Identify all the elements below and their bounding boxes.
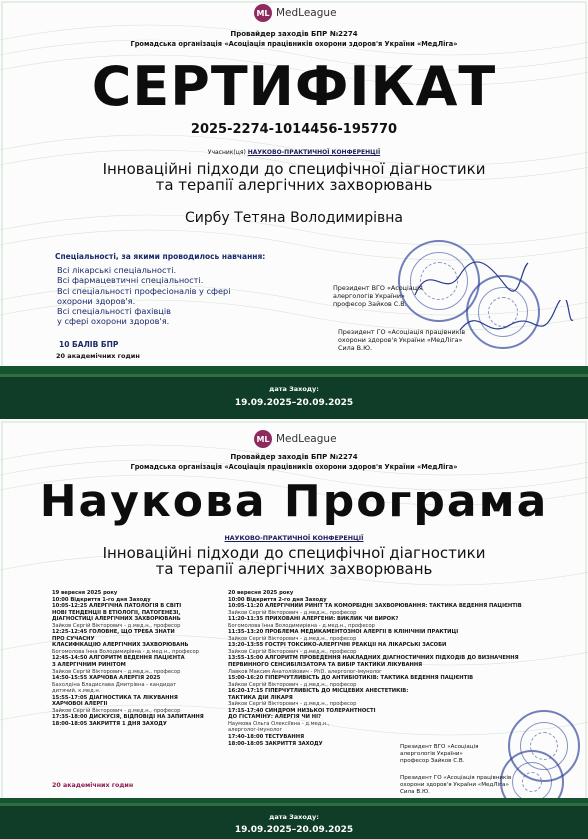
certificate-title: СЕРТИФІКАТ (91, 55, 497, 118)
signatory-organization: алергологів України» (400, 751, 463, 757)
medleague-logo-icon: ML (254, 4, 272, 22)
session-line: 17:40-18:00 ТЕСТУВАННЯ (228, 734, 305, 741)
certificate-page (0, 0, 588, 419)
participant-line (0, 149, 588, 156)
session-line: 10:00 Відкриття 1-го дня Заходу (52, 596, 151, 603)
specialty-item: Всі спеціальності фахівців (57, 306, 171, 317)
session-line: ПЕРВИННОГО СЕНСИБІЛІЗАТОРА ТА ВИБІР ТАКТИКИ ЛІКУВАННЯ (228, 662, 423, 669)
logo-text: MedLeague (276, 7, 337, 19)
footer-band (0, 803, 588, 839)
speaker-line: Зайков Сергій Вікторович - д.мед.н., професор (228, 609, 357, 616)
signatory-title: Президент ВГО «Асоціація (400, 744, 479, 750)
medleague-logo-icon: ML (254, 430, 272, 448)
specialty-item: Всі лікарські спеціальності. (57, 265, 177, 275)
session-line: 17:15-17:40 СИНДРОМ НИЗЬКОЇ ТОЛЕРАНТНОСТІ (228, 707, 376, 714)
conference-title-line-2: та терапії алергічних захворювань (155, 560, 433, 578)
event-date-label: дата Заходу: (269, 813, 319, 821)
speaker-line: Зайков Сергій Вікторович - д.мед.н., професор (52, 668, 181, 675)
specialty-item: Всі фармацевтичні спеціальності. (57, 275, 204, 286)
session-line: ТАКТИКА ДІЙ ЛІКАРЯ (228, 694, 293, 701)
logo-text: MedLeague (276, 433, 337, 445)
specialty-item: Всі спеціальності професіоналів у сфері (57, 285, 231, 296)
conference-title-line-1: Інноваційні підходи до специфічної діагностики (102, 544, 486, 562)
session-line: 13:20-13:55 ГОСТРІ ТОКСИКО-АЛЕРГІЧНІ РЕАКЦІЇ НА ЛІКАРСЬКІ ЗАСОБИ (228, 642, 447, 649)
session-line: ДІАГНОСТИЦІ АЛЕРГІЧНИХ ЗАХВОРЮВАНЬ (52, 616, 181, 623)
medleague-logo (254, 3, 337, 23)
specialty-item: у сфері охорони здоров'я. (57, 316, 170, 327)
program-day-2 (228, 590, 533, 747)
session-line: 10:00 Відкриття 2-го дня Заходу (228, 596, 327, 603)
program-day-1 (52, 590, 222, 727)
speaker-line: Зайков Сергій Вікторович - д.мед.н., професор (228, 635, 357, 642)
session-line: 13:55-15:00 АЛГОРИТМ ПРОВЕДЕННЯ НАКЛАДНИХ ДІАГНОСТИЧНИХ ПІДХОДІВ ДО ВИЗНАЧЕННЯ (228, 655, 519, 662)
event-date: 19.09.2025–20.09.2025 (234, 825, 354, 835)
signatory-title: Президент ВГО «Асоціація (333, 284, 423, 292)
conference-title-line-1: Інноваційні підходи до специфічної діагностики (102, 160, 486, 178)
speaker-line: Лавков Максим Анатолійович - PhD, алерголог-імунолог (228, 668, 382, 675)
provider-line: Провайдер заходів БПР №2274 (230, 453, 358, 461)
organization-line: Громадська організація «Асоціація працівників охорони здоров'я України «МедЛіга» (130, 463, 458, 471)
signature-block-president-allergologists (400, 744, 510, 765)
footer-band (0, 374, 588, 419)
speaker-line: Зайков Сергій Вікторович - д.мед.н., професор (52, 707, 181, 714)
signatory-name: професор Зайков С.В. (400, 758, 465, 764)
conference-title-line-2: та терапії алергічних захворювань (155, 176, 433, 194)
session-line: НОВІ ТЕНДЕНЦІЇ В ЕТІОЛОГІЇ, ПАТОГЕНЕЗІ, (52, 609, 181, 616)
session-line: 14:50-15:55 ХАРЧОВА АЛЕРГІЯ 2025 (52, 675, 161, 682)
speaker-line: Богомолова Інна Володимирівна - д.мед.н., професор (228, 622, 375, 629)
signatory-organization: охорони здоров'я України «МедЛіга» (400, 782, 509, 788)
speaker-line: Зайков Сергій Вікторович - д.мед.н., професор (228, 648, 357, 655)
academic-hours: 20 академічних годин (56, 352, 140, 360)
speaker-line: алерголог-імунолог (228, 727, 283, 734)
session-line: 10:05-11:20 АЛЕРГІЧНИЙ РИНІТ ТА КОМОРБІДНІ ЗАХВОРЮВАННЯ: ТАКТИКА ВЕДЕННЯ ПАЦІЄНТІВ (228, 603, 522, 610)
provider-line: Провайдер заходів БПР №2274 (230, 30, 358, 38)
session-line: 18:00-18:05 ЗАКРИТТЯ 1 ДНЯ ЗАХОДУ (52, 720, 167, 727)
signatory-title: Президент ГО «Асоціація працівників (400, 775, 512, 781)
participant-name: Сирбу Тетяна Володимирівна (185, 210, 403, 226)
speaker-line: Бахолдіна Владислава Дмитрівна - кандидат (52, 681, 177, 688)
speaker-line: Зайков Сергій Вікторович - д.мед.н., професор (228, 701, 357, 708)
speaker-line: Наумова Ольга Олексіївна - д.мед.н., (228, 720, 330, 727)
speaker-line: дитячий, к.мед.н. (52, 688, 101, 695)
session-line: 12:45-14:50 АЛГОРИТМ ВЕДЕННЯ ПАЦІЄНТА (52, 655, 185, 662)
speaker-line: Богомолова Інна Володимирівна - д.мед.н., професор (52, 648, 199, 655)
session-line: 16:20-17:15 ГІПЕРЧУТЛИВІСТЬ ДО МІСЦЕВИХ АНЕСТЕТИКІВ: (228, 688, 409, 695)
signature-block-president-medleague (400, 775, 520, 796)
event-date-label: дата Заходу: (269, 385, 319, 393)
program-title: Наукова Програма (39, 476, 549, 527)
signatory-name: Сила В.Ю. (338, 343, 372, 352)
cpd-points: 10 БАЛІВ БПР (59, 340, 119, 349)
session-line: 12:25-12:45 ГОЛОВНЕ, ЩО ТРЕБА ЗНАТИ (52, 629, 175, 636)
session-line: ДО ГІСТАМІНУ: АЛЕРГІЯ ЧИ НІ? (228, 714, 322, 721)
signatory-name: Сила В.Ю. (400, 789, 430, 795)
signatory-title: Президент ГО «Асоціація працівників (338, 328, 466, 336)
session-line: КЛАСИФІКАЦІЮ АЛЕРГІЧНИХ ЗАХВОРЮВАНЬ (52, 642, 189, 649)
session-line: ХАРЧОВОЇ АЛЕРГІЇ (52, 701, 108, 708)
program-day-heading: 19 вересня 2025 року (52, 590, 118, 596)
program-academic-hours: 20 академічних годин (52, 782, 134, 789)
organization-line: Громадська організація «Асоціація працівників охорони здоров'я України «МедЛіга» (130, 40, 458, 48)
session-line: 10:05-12:25 АЛЕРГІЧНА ПАТОЛОГІЯ В СВІТІ (52, 603, 182, 610)
conference-title (0, 161, 588, 193)
event-date: 19.09.2025–20.09.2025 (234, 398, 354, 408)
participant-prefix: Учасник(ця) (207, 149, 246, 156)
signatory-organization: охорони здоров'я України «МедЛіга» (338, 335, 463, 344)
session-line: 11:20-11:35 ПРИХОВАНІ АЛЕРГЕНИ: ВИКЛИК ЧИ ВИРОК? (228, 616, 399, 623)
specialties-list (57, 265, 297, 327)
specialty-item: охорони здоров'я. (57, 295, 136, 306)
signature-block-president-medleague (338, 329, 488, 352)
event-type: НАУКОВО-ПРАКТИЧНОЇ КОНФЕРЕНЦІЇ (247, 149, 381, 156)
program-page (0, 420, 588, 839)
session-line: 18:00-18:05 ЗАКРИТТЯ ЗАХОДУ (228, 740, 323, 747)
conference-title (0, 545, 588, 577)
session-line: 17:35-18:00 ДИСКУСІЯ, ВІДПОВІДІ НА ЗАПИТАННЯ (52, 714, 204, 721)
session-line: ПРО СУЧАСНУ (52, 635, 95, 642)
speaker-line: Зайков Сергій Вікторович - д.мед.н., професор (228, 681, 357, 688)
session-line: 15:55-17:05 ДІАГНОСТИКА ТА ЛІКУВАННЯ (52, 694, 178, 701)
signature-block-president-allergologists (333, 285, 468, 308)
signatory-organization: алергологів України» (333, 291, 405, 300)
specialties-label: Спеціальності, за якими проводилось навчання: (55, 252, 266, 261)
session-line: 11:35-13:20 ПРОБЛЕМА МЕДИКАМЕНТОЗНОЇ АЛЕРГІЇ В КЛІНІЧНІЙ ПРАКТИЦІ (228, 629, 459, 636)
certificate-number: 2025-2274-1014456-195770 (190, 122, 398, 137)
signatory-name: професор Зайков С.В. (333, 299, 407, 308)
session-line: 15:00-16:20 ГІПЕРЧУТЛИВІСТЬ ДО АНТИБІОТИКІВ: ТАКТИКА ВЕДЕННЯ ПАЦІЄНТІВ (228, 675, 474, 682)
medleague-logo (254, 429, 337, 449)
speaker-line: Зайков Сергій Вікторович - д.мед.н., професор (52, 622, 181, 629)
program-day-heading: 20 вересня 2025 року (228, 590, 294, 596)
event-type: НАУКОВО-ПРАКТИЧНОЇ КОНФЕРЕНЦІЇ (224, 535, 364, 542)
session-line: З АЛЕРГІЧНИМ РИНІТОМ (52, 662, 126, 669)
